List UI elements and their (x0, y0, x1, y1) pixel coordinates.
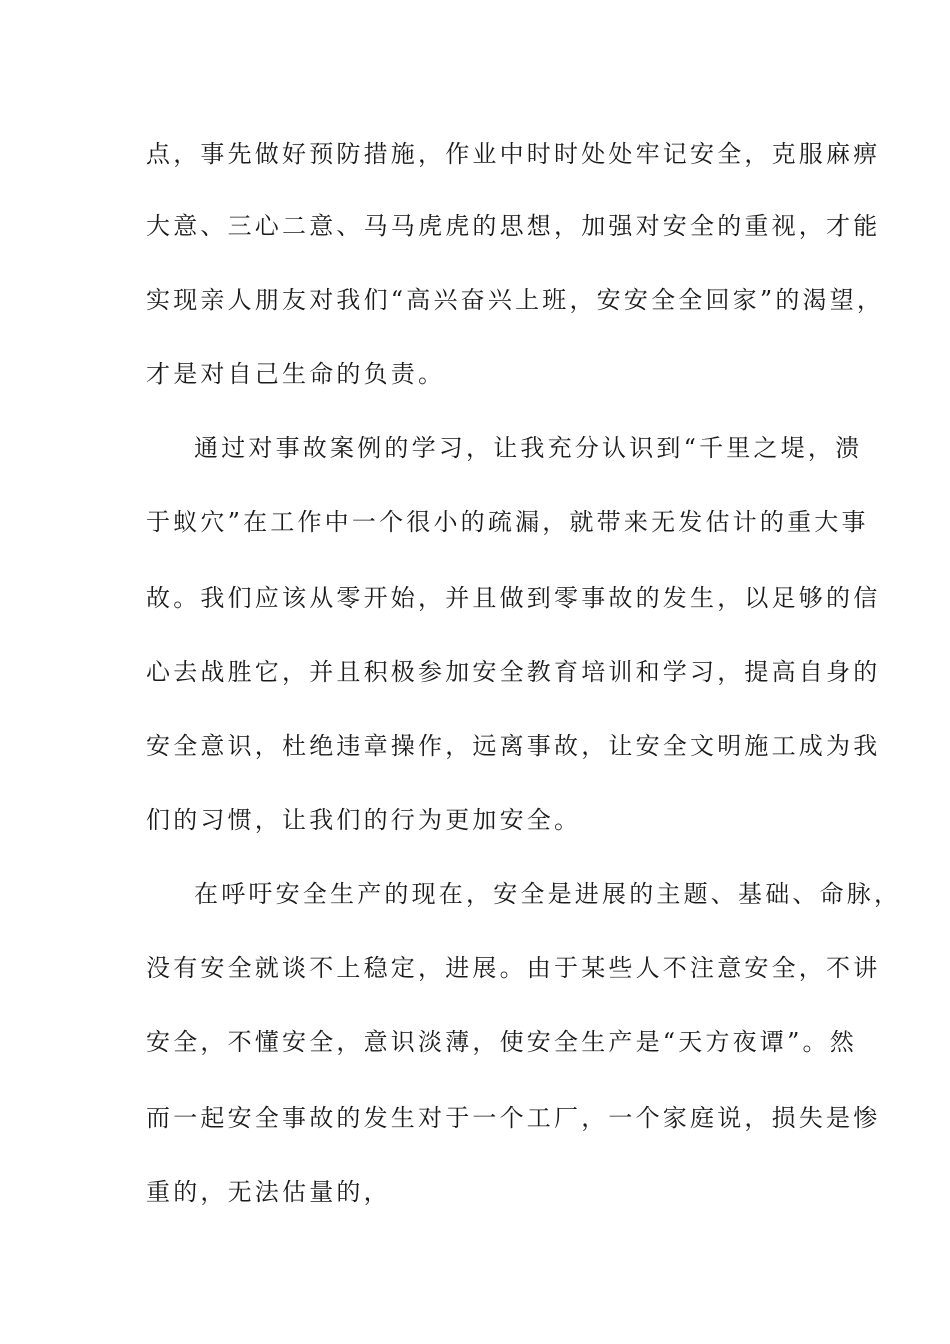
paragraph-line: 安全意识，杜绝违章操作，远离事故，让安全文明施工成为我 (146, 732, 881, 760)
paragraph-line: 通过对事故案例的学习，让我充分认识到“千里之堤，溃 (194, 434, 863, 462)
paragraph-line: 没有安全就谈不上稳定，进展。由于某些人不注意安全，不讲 (146, 954, 881, 982)
paragraph-line: 在呼吁安全生产的现在，安全是进展的主题、基础、命脉， (194, 880, 902, 908)
paragraph-line: 才是对自己生命的负责。 (146, 360, 446, 388)
paragraph-line: 重的，无法估量的， (146, 1178, 391, 1206)
paragraph-line: 而一起安全事故的发生对于一个工厂，一个家庭说，损失是惨 (146, 1104, 881, 1132)
paragraph-line: 点，事先做好预防措施，作业中时时处处牢记安全，克服麻痹 (146, 140, 881, 168)
paragraph-line: 大意、三心二意、马马虎虎的思想，加强对安全的重视，才能 (146, 212, 881, 240)
paragraph-line: 们的习惯，让我们的行为更加安全。 (146, 806, 582, 834)
paragraph-line: 实现亲人朋友对我们“高兴奋兴上班，安安全全回家”的渴望， (146, 286, 885, 314)
paragraph-line: 心去战胜它，并且积极参加安全教育培训和学习，提高自身的 (146, 658, 881, 686)
paragraph-line: 于蚁穴”在工作中一个很小的疏漏，就带来无发估计的重大事 (146, 508, 869, 536)
paragraph-line: 安全，不懂安全，意识淡薄，使安全生产是“天方夜谭”。然 (146, 1028, 857, 1056)
paragraph-line: 故。我们应该从零开始，并且做到零事故的发生，以足够的信 (146, 584, 881, 612)
